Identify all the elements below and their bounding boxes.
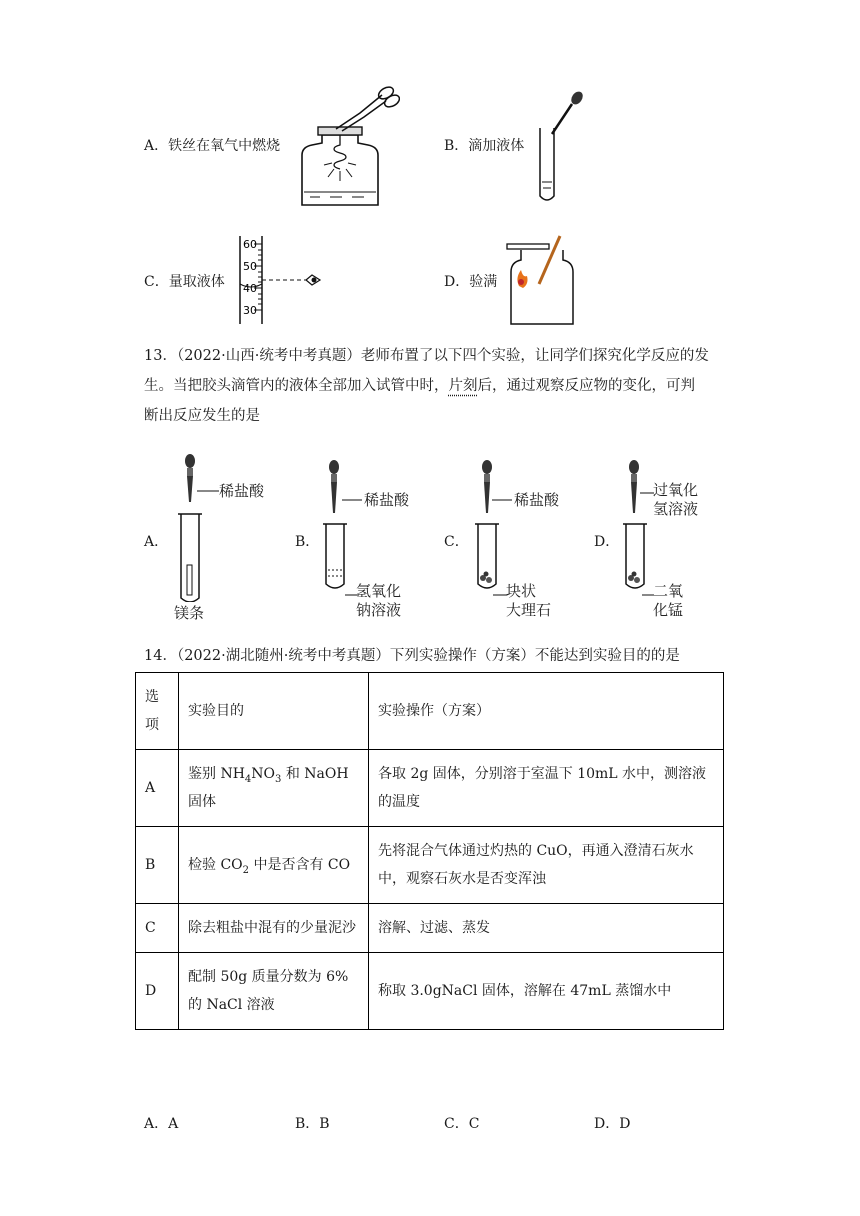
row-option: A	[136, 750, 179, 827]
row-method: 各取 2g 固体，分别溶于室温下 10mL 水中，测溶液的温度	[369, 750, 724, 827]
q13-option-a-letter: A．	[144, 534, 169, 550]
row-method: 溶解、过滤、蒸发	[369, 904, 724, 953]
answer-option-a: A．A	[144, 1116, 179, 1132]
cylinder-tick-40: 40	[243, 282, 257, 295]
row-option: B	[136, 827, 179, 904]
q13-option-b-figure	[320, 458, 356, 590]
q13-stem: 13．（2022·山西·统考中考真题）老师布置了以下四个实验，让同学们探究化学反应的发 生。当把胶头滴管内的液体全部加入试管中时，片刻后，通过观察反应物的变化，可判 断出反应发生的是	[144, 348, 709, 424]
cylinder-tick-30: 30	[243, 304, 257, 317]
experiment-table	[135, 672, 724, 1030]
q13-b-pointer	[342, 493, 366, 507]
table-row	[136, 904, 724, 953]
q13-option-d-letter: D．	[594, 534, 620, 550]
q13-b-tube-label: 氢氧化 钠溶液	[356, 582, 402, 619]
q13-d-dropper-label: 过氧化 氢溶液	[653, 481, 699, 518]
q13-c-pointer	[492, 493, 516, 507]
cylinder-tick-50: 50	[243, 260, 257, 273]
row-goal: 除去粗盐中混有的少量泥沙	[179, 904, 369, 953]
row-option: C	[136, 904, 179, 953]
q13-c-tube-label: 块状 大理石	[506, 582, 552, 619]
q13-a-dropper-label: 稀盐酸	[219, 482, 265, 500]
q13-option-c-figure	[473, 458, 509, 590]
header-goal: 实验目的	[179, 673, 369, 750]
table-header-row	[136, 673, 724, 750]
q13-d-pointer	[640, 486, 654, 500]
row-goal: 检验 $CO_2$ 中是否含有 CO	[179, 827, 369, 904]
q13-option-c-letter: C．	[444, 534, 469, 550]
gas-bottle-full-test-figure	[505, 234, 580, 328]
row-option: D	[136, 953, 179, 1030]
table-row	[136, 827, 724, 904]
header-option: 选 项	[136, 673, 179, 750]
q12-option-c: C．量取液体	[144, 274, 225, 290]
q13-d-tube-label: 二氧 化锰	[653, 582, 684, 619]
q14-stem: 14．（2022·湖北随州·统考中考真题）下列实验操作（方案）不能达到实验目的的是	[144, 648, 680, 664]
q13-option-d-figure	[620, 458, 656, 590]
header-method: 实验操作（方案）	[369, 673, 724, 750]
q13-a-pointer	[197, 483, 221, 497]
q12-option-a: A．铁丝在氧气中燃烧	[144, 138, 281, 154]
answer-option-c: C．C	[444, 1116, 480, 1132]
q13-c-tube-pointer	[493, 588, 507, 602]
q12-option-b: B．滴加液体	[444, 138, 525, 154]
iron-wire-burning-figure	[290, 85, 400, 210]
table-row	[136, 750, 724, 827]
q13-b-dropper-label: 稀盐酸	[364, 491, 410, 509]
cylinder-tick-60: 60	[243, 238, 257, 251]
table-row	[136, 953, 724, 1030]
row-method: 先将混合气体通过灼热的 CuO，再通入澄清石灰水中，观察石灰水是否变浑浊	[369, 827, 724, 904]
row-goal: 配制 50g 质量分数为 6%的 NaCl 溶液	[179, 953, 369, 1030]
q12-option-d: D．验满	[444, 274, 498, 290]
row-goal: 鉴别 $NH_4NO_3$ 和 NaOH 固体	[179, 750, 369, 827]
row-method: 称取 3.0gNaCl 固体，溶解在 47mL 蒸馏水中	[369, 953, 724, 1030]
dropper-adding-liquid-figure	[530, 90, 590, 208]
dotted-emphasis: 片刻	[448, 378, 478, 394]
q13-a-tube-label: 镁条	[174, 604, 205, 622]
q13-option-b-letter: B．	[295, 534, 320, 550]
graduated-cylinder-reading-figure	[234, 232, 329, 326]
q13-option-a-figure	[176, 452, 212, 602]
answer-option-d: D．D	[594, 1116, 631, 1132]
q13-c-dropper-label: 稀盐酸	[514, 491, 560, 509]
answer-option-b: B．B	[295, 1116, 330, 1132]
